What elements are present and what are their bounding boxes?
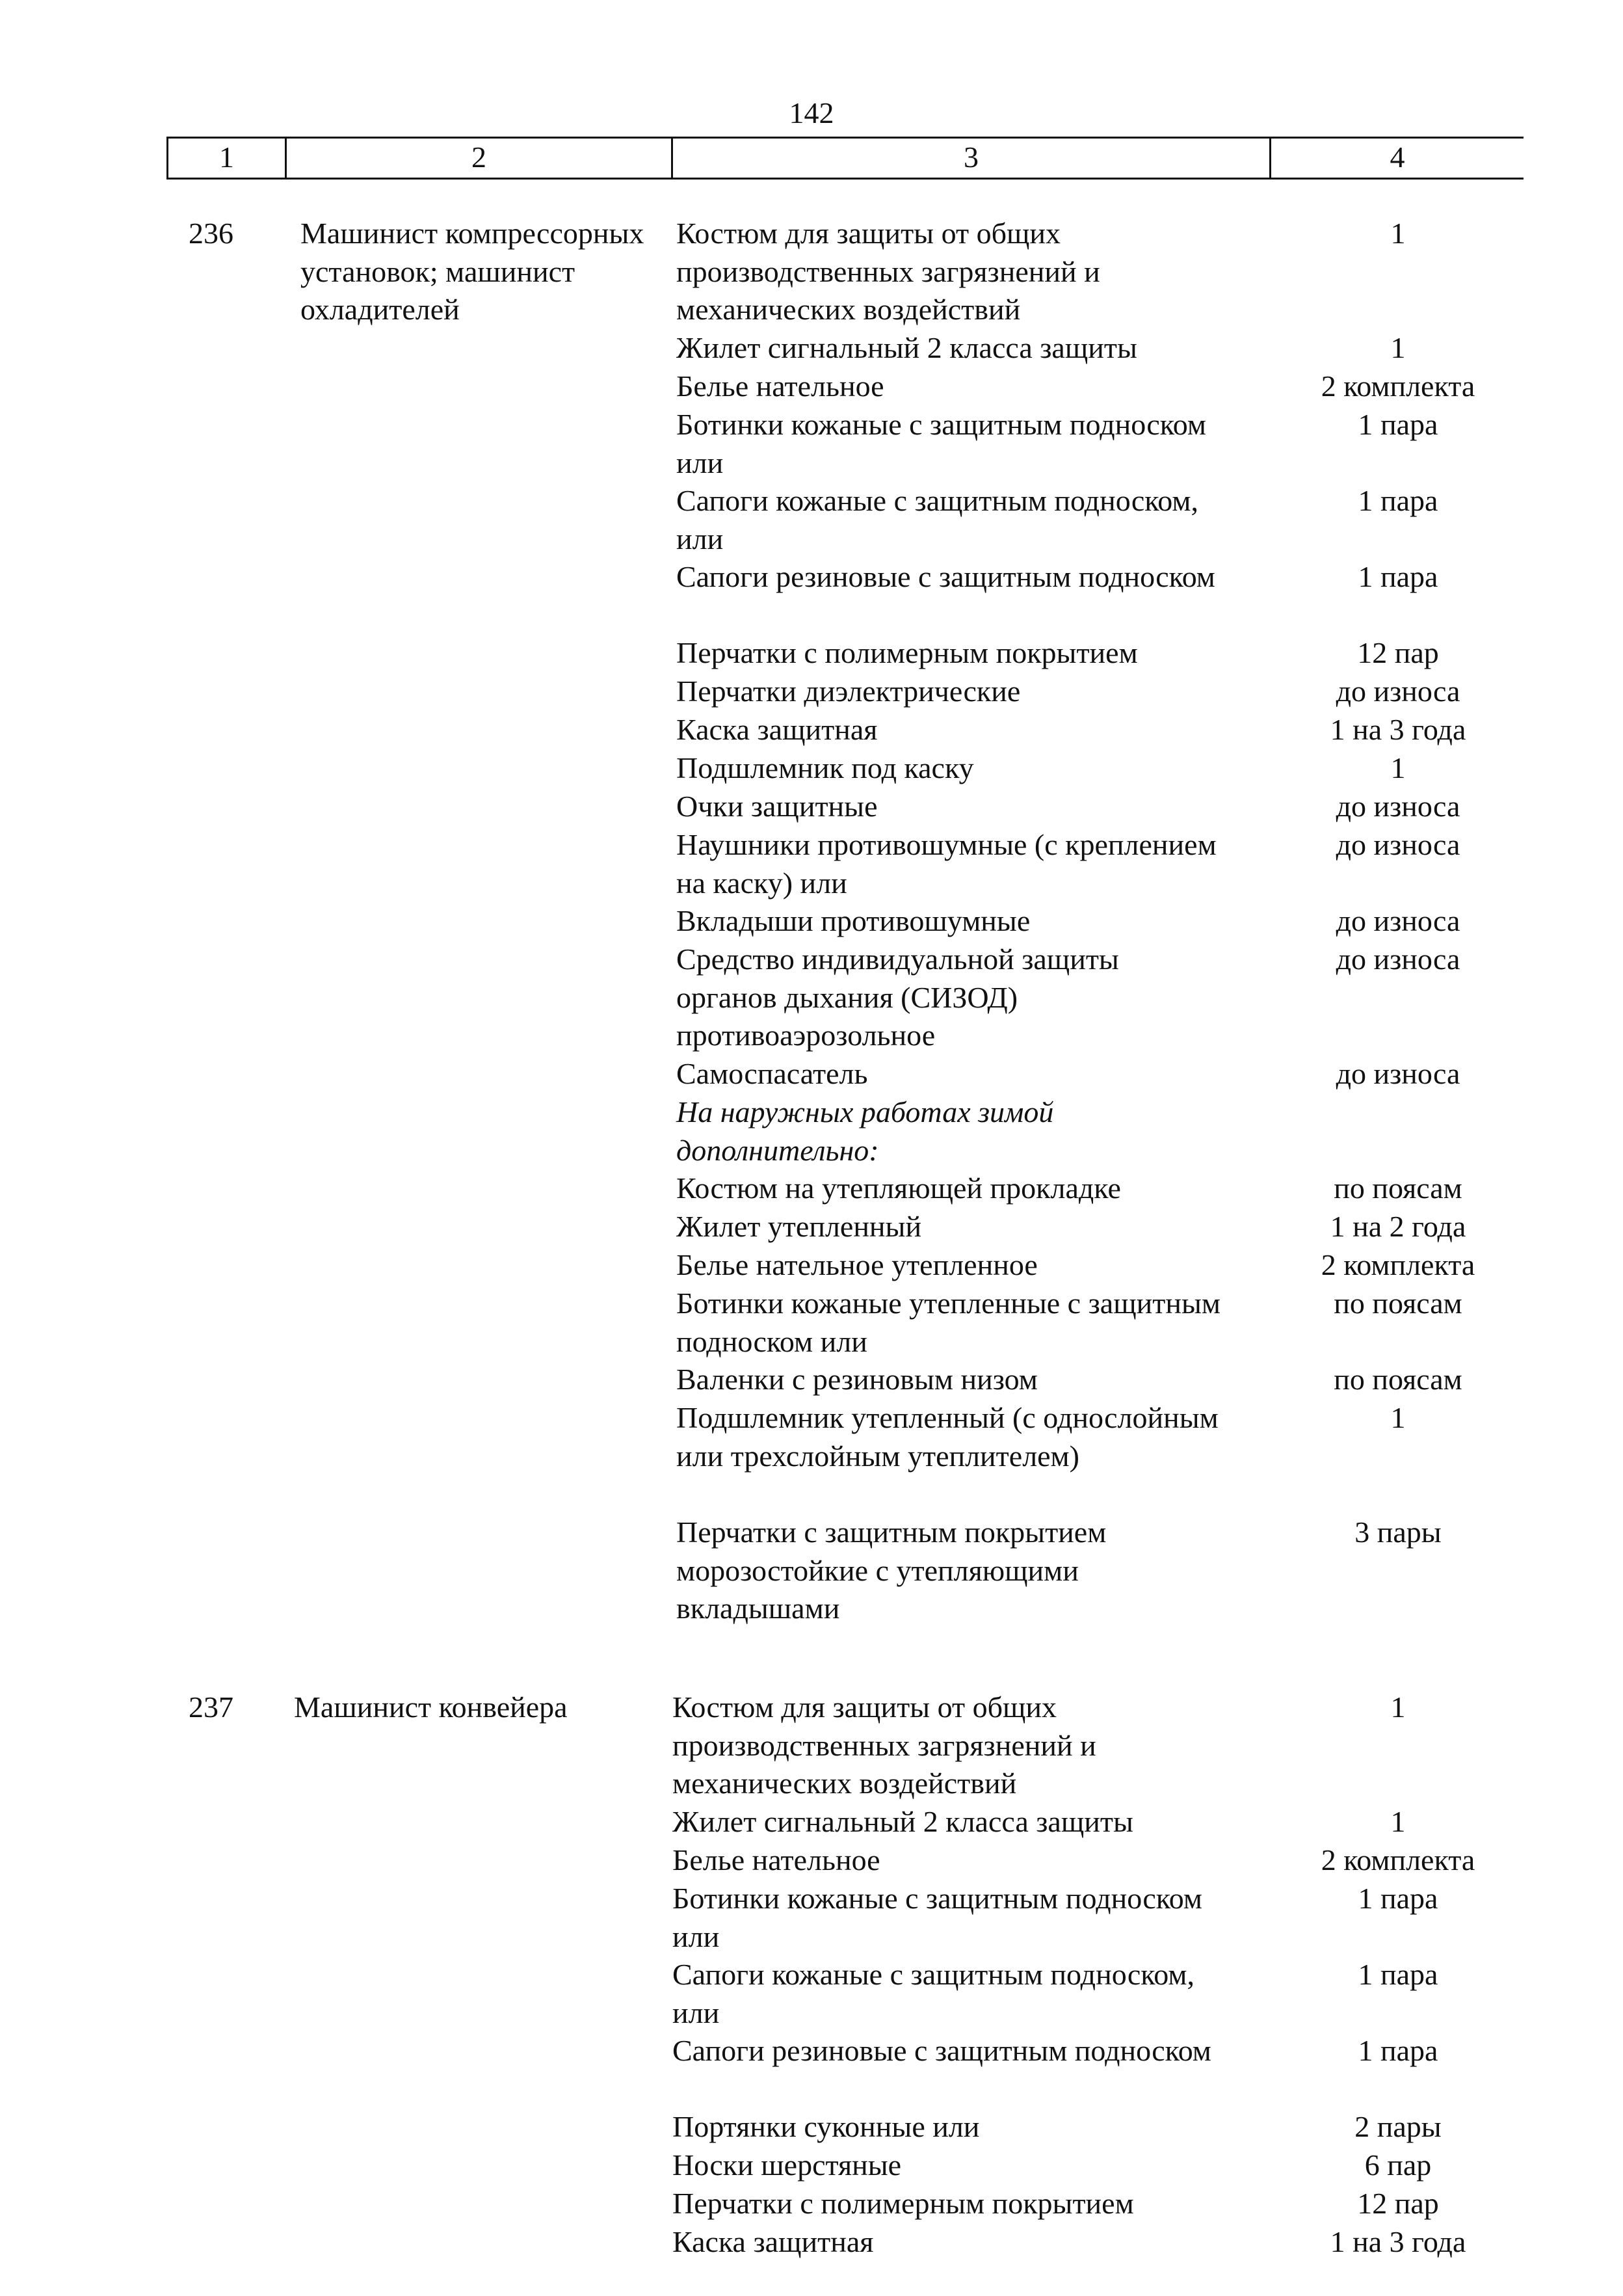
item-name: Сапоги резиновые с защитным подноском bbox=[676, 560, 1215, 593]
item-name: Подшлемник под каску bbox=[676, 751, 974, 784]
item-name: Каска защитная bbox=[672, 2225, 874, 2258]
item-name: Наушники противошумные (с креплением на каску) или bbox=[676, 828, 1217, 900]
item-quantity: 1 bbox=[1390, 1690, 1406, 1724]
item-quantity: 2 комплекта bbox=[1321, 369, 1475, 403]
item-quantity: до износа bbox=[1336, 790, 1460, 823]
item-quantity: 2 комплекта bbox=[1321, 1248, 1475, 1281]
header-column-2: 2 bbox=[287, 139, 673, 178]
item-quantity: 1 пара bbox=[1358, 408, 1438, 441]
item-name: Сапоги кожаные с защитным подноском, или bbox=[676, 484, 1199, 555]
item-name: Сапоги резиновые с защитным подноском bbox=[672, 2034, 1211, 2067]
item-name: Ботинки кожаные с защитным подноском или bbox=[672, 1882, 1203, 1953]
item-quantity: 1 bbox=[1390, 1805, 1406, 1838]
item-name: Ботинки кожаные с защитным подноском или bbox=[676, 408, 1207, 479]
table-header-row bbox=[166, 137, 1524, 180]
item-name: Портянки суконные или bbox=[672, 2110, 980, 2143]
item-quantity: 1 пара bbox=[1358, 484, 1438, 517]
item-quantity: 1 на 2 года bbox=[1330, 1210, 1466, 1243]
item-quantity: до износа bbox=[1336, 674, 1460, 708]
item-name: Подшлемник утепленный (с однослойным или трехслойным утеплителем) bbox=[676, 1401, 1219, 1473]
item-quantity: 1 bbox=[1390, 751, 1406, 784]
item-quantity: 3 пары bbox=[1354, 1515, 1442, 1549]
item-quantity: до износа bbox=[1336, 1057, 1460, 1090]
item-quantity: 12 пар bbox=[1357, 2187, 1439, 2220]
item-name: Белье нательное утепленное bbox=[676, 1248, 1038, 1281]
item-name: Жилет утепленный bbox=[676, 1210, 922, 1243]
item-quantity: 1 на 3 года bbox=[1330, 2225, 1466, 2258]
item-quantity: 1 bbox=[1390, 331, 1406, 364]
item-quantity: 1 пара bbox=[1358, 1958, 1438, 1991]
item-quantity: 1 пара bbox=[1358, 1882, 1438, 1915]
header-column-1: 1 bbox=[168, 139, 287, 178]
item-quantity: 1 пара bbox=[1358, 2034, 1438, 2067]
item-quantity: 12 пар bbox=[1357, 636, 1439, 669]
item-quantity: 6 пар bbox=[1364, 2148, 1432, 2182]
item-quantity: до износа bbox=[1336, 904, 1460, 937]
entry-profession: Машинист компрессорных установок; машинист охладителей bbox=[300, 217, 644, 326]
item-name: Жилет сигнальный 2 класса защиты bbox=[676, 331, 1137, 364]
item-quantity: 1 bbox=[1390, 1401, 1406, 1434]
item-quantity: 2 пары bbox=[1354, 2110, 1442, 2143]
item-name: Костюм для защиты от общих производственных загрязнений и механических воздействий bbox=[672, 1690, 1096, 1800]
page-number: 142 bbox=[789, 96, 834, 129]
item-name: Средство индивидуальной защиты органов дыхания (СИЗОД) противоаэрозольное bbox=[676, 942, 1119, 1052]
item-quantity: по поясам bbox=[1334, 1363, 1462, 1396]
item-name: Ботинки кожаные утепленные с защитным подноском или bbox=[676, 1287, 1221, 1358]
item-quantity: 1 пара bbox=[1358, 560, 1438, 593]
item-name: Костюм на утепляющей прокладке bbox=[676, 1171, 1121, 1205]
item-name: Вкладыши противошумные bbox=[676, 904, 1031, 937]
item-name: Перчатки с полимерным покрытием bbox=[672, 2187, 1134, 2220]
item-quantity: по поясам bbox=[1334, 1171, 1462, 1205]
item-quantity: до износа bbox=[1336, 942, 1460, 976]
item-name: Белье нательное bbox=[676, 369, 884, 403]
entry-profession: Машинист конвейера bbox=[294, 1690, 568, 1724]
item-name: Самоспасатель bbox=[676, 1057, 868, 1090]
item-quantity: до износа bbox=[1336, 828, 1460, 861]
item-name: Жилет сигнальный 2 класса защиты bbox=[672, 1805, 1133, 1838]
item-name: Перчатки с защитным покрытием морозостойкие с утепляющими вкладышами bbox=[676, 1515, 1107, 1625]
item-name: Костюм для защиты от общих производственных загрязнений и механических воздействий bbox=[676, 217, 1100, 326]
item-quantity: 1 на 3 года bbox=[1330, 713, 1466, 746]
item-name: Перчатки диэлектрические bbox=[676, 674, 1021, 708]
item-name: Валенки с резиновым низом bbox=[676, 1363, 1038, 1396]
item-name: Очки защитные bbox=[676, 790, 878, 823]
item-quantity: 2 комплекта bbox=[1321, 1843, 1475, 1876]
item-quantity: по поясам bbox=[1334, 1287, 1462, 1320]
section-subheading: На наружных работах зимой дополнительно: bbox=[676, 1095, 1054, 1167]
header-column-4: 4 bbox=[1390, 140, 1405, 174]
header-column-3: 3 bbox=[673, 139, 1271, 178]
entry-number: 237 bbox=[189, 1690, 233, 1724]
item-name: Каска защитная bbox=[676, 713, 878, 746]
item-quantity: 1 bbox=[1390, 217, 1406, 250]
item-name: Сапоги кожаные с защитным подноском, или bbox=[672, 1958, 1195, 2029]
item-name: Белье нательное bbox=[672, 1843, 880, 1876]
entry-number: 236 bbox=[189, 217, 233, 250]
item-name: Носки шерстяные bbox=[672, 2148, 902, 2182]
item-name: Перчатки с полимерным покрытием bbox=[676, 636, 1138, 669]
